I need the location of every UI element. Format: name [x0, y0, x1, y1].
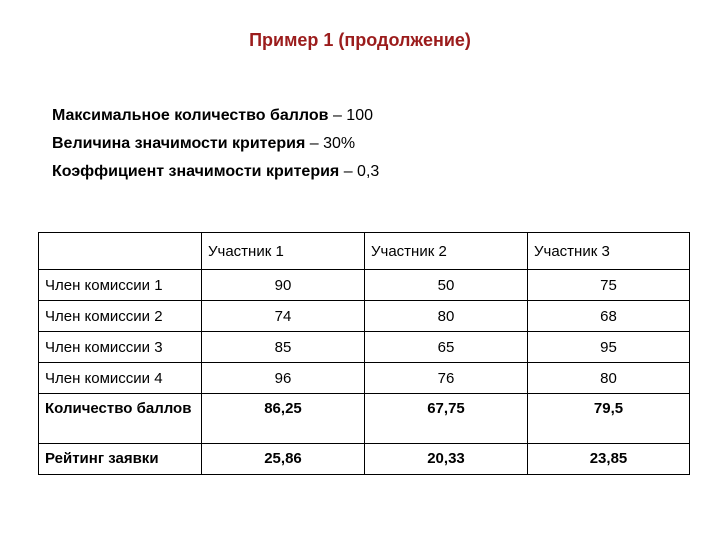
- table-row-member-4: [39, 363, 690, 394]
- page-title: Пример 1 (продолжение): [249, 30, 471, 50]
- row-label: Член комиссии 1: [39, 270, 202, 301]
- cell-value: 95: [528, 332, 690, 363]
- param-max-score-label: Максимальное количество баллов: [52, 107, 329, 124]
- table-row-member-3: [39, 332, 690, 363]
- header-cell-participant-3: Участник 3: [528, 233, 690, 270]
- param-criterion-coefficient-label: Коэффициент значимости критерия: [52, 163, 340, 180]
- cell-value: 50: [365, 270, 528, 301]
- cell-value: 80: [528, 363, 690, 394]
- table-row-member-1: [39, 270, 690, 301]
- cell-value: 67,75: [365, 394, 528, 444]
- table-row-total-score: [39, 394, 690, 444]
- table-row-member-2: [39, 301, 690, 332]
- cell-value: 76: [365, 363, 528, 394]
- cell-value: 96: [202, 363, 365, 394]
- table-header-row: [39, 233, 690, 270]
- cell-value: 74: [202, 301, 365, 332]
- param-criterion-weight: [52, 130, 379, 158]
- row-label: Член комиссии 2: [39, 301, 202, 332]
- row-label: Рейтинг заявки: [39, 444, 202, 475]
- param-criterion-coefficient-value: – 0,3: [339, 163, 380, 180]
- cell-value: 86,25: [202, 394, 365, 444]
- row-label: Количество баллов: [39, 394, 202, 444]
- cell-value: 85: [202, 332, 365, 363]
- header-cell-empty: [39, 233, 202, 270]
- header-cell-participant-1: Участник 1: [202, 233, 365, 270]
- cell-value: 65: [365, 332, 528, 363]
- scores-table: [38, 232, 690, 475]
- cell-value: 80: [365, 301, 528, 332]
- cell-value: 25,86: [202, 444, 365, 475]
- row-label: Член комиссии 3: [39, 332, 202, 363]
- cell-value: 20,33: [365, 444, 528, 475]
- cell-value: 75: [528, 270, 690, 301]
- header-cell-participant-2: Участник 2: [365, 233, 528, 270]
- cell-value: 79,5: [528, 394, 690, 444]
- param-criterion-coefficient: [52, 158, 379, 186]
- param-criterion-weight-value: – 30%: [305, 135, 356, 152]
- param-max-score: [52, 102, 379, 130]
- param-criterion-weight-label: Величина значимости критерия: [52, 135, 306, 152]
- parameters-block: [52, 102, 379, 186]
- cell-value: 90: [202, 270, 365, 301]
- row-label: Член комиссии 4: [39, 363, 202, 394]
- param-max-score-value: – 100: [328, 107, 373, 124]
- table-row-application-rating: [39, 444, 690, 475]
- cell-value: 23,85: [528, 444, 690, 475]
- cell-value: 68: [528, 301, 690, 332]
